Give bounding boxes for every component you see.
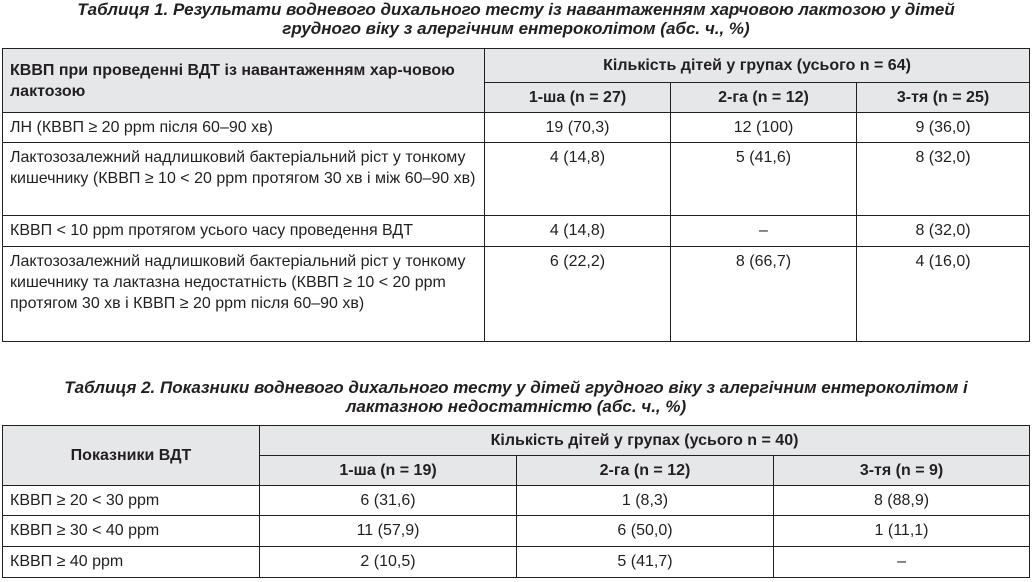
table-row — [3, 486, 1030, 516]
table1-group-3: 3-тя (n = 25) — [857, 83, 1030, 113]
row-label: КВВП ≥ 20 < 30 ppm — [3, 486, 260, 516]
cell-value: 4 (14,8) — [485, 216, 671, 247]
table-row — [3, 216, 1030, 247]
table1-caption — [0, 0, 1032, 38]
table2-caption — [0, 378, 1032, 416]
table2-group-3: 3-тя (n = 9) — [774, 456, 1030, 486]
cell-value: 6 (22,2) — [485, 247, 671, 342]
table2-header-row — [3, 426, 1030, 456]
cell-value: 5 (41,7) — [517, 547, 774, 578]
table1-caption-line2: грудного віку з алергічним ентероколітом (абс. ч., %) — [282, 19, 750, 38]
cell-value: 19 (70,3) — [485, 113, 671, 143]
table2-caption-line2: лактазною недостатністю (абс. ч., %) — [345, 397, 687, 416]
table1-caption-line1: Таблиця 1. Результати водневого дихального тесту із навантаженням харчовою лактозою у дітей — [77, 0, 955, 19]
table2-group-2: 2-га (n = 12) — [517, 456, 774, 486]
table2-header-label: Показники ВДТ — [3, 426, 260, 486]
cell-value: 6 (31,6) — [260, 486, 517, 516]
table1-group-header: Кількість дітей у групах (усього n = 64) — [485, 49, 1030, 83]
row-label: Лактозозалежний надлишковий бактеріальний ріст у тонкому кишечнику та лактазна недостатність (КВВП ≥ 10 < 20 ppm протягом 30 хв і КВВП ≥ 20 ppm після 60–90 хв) — [3, 247, 485, 342]
table-row — [3, 113, 1030, 143]
table-row — [3, 516, 1030, 547]
cell-value: 8 (66,7) — [671, 247, 857, 342]
table-row — [3, 547, 1030, 578]
table2-group-1: 1-ша (n = 19) — [260, 456, 517, 486]
cell-value: 5 (41,6) — [671, 143, 857, 216]
table1-group-1: 1-ша (n = 27) — [485, 83, 671, 113]
cell-value: 4 (14,8) — [485, 143, 671, 216]
row-label: КВВП ≥ 40 ppm — [3, 547, 260, 578]
cell-value: 6 (50,0) — [517, 516, 774, 547]
cell-value: 1 (8,3) — [517, 486, 774, 516]
row-label: ЛН (КВВП ≥ 20 ppm після 60–90 хв) — [3, 113, 485, 143]
cell-value: 4 (16,0) — [857, 247, 1030, 342]
cell-value: 8 (32,0) — [857, 216, 1030, 247]
row-label: КВВП ≥ 30 < 40 ppm — [3, 516, 260, 547]
table2 — [2, 425, 1030, 578]
cell-value: 12 (100) — [671, 113, 857, 143]
table1 — [2, 48, 1030, 342]
table2-caption-line1: Таблиця 2. Показники водневого дихального тесту у дітей грудного віку з алергічним ентероколітом і — [64, 378, 968, 397]
cell-value: 8 (88,9) — [774, 486, 1030, 516]
table2-group-header: Кількість дітей у групах (усього n = 40) — [260, 426, 1030, 456]
cell-value: 11 (57,9) — [260, 516, 517, 547]
table-row — [3, 143, 1030, 216]
cell-value: 9 (36,0) — [857, 113, 1030, 143]
table1-group-2: 2-га (n = 12) — [671, 83, 857, 113]
cell-value: 8 (32,0) — [857, 143, 1030, 216]
table1-header-label: КВВП при проведенні ВДТ із навантаженням хар-човою лактозою — [3, 49, 485, 113]
table1-header-row — [3, 49, 1030, 83]
cell-value: – — [671, 216, 857, 247]
row-label: Лактозозалежний надлишковий бактеріальний ріст у тонкому кишечнику (КВВП ≥ 10 < 20 ppm протягом 30 хв і між 60–90 хв) — [3, 143, 485, 216]
row-label: КВВП < 10 ppm протягом усього часу проведення ВДТ — [3, 216, 485, 247]
cell-value: – — [774, 547, 1030, 578]
table-row — [3, 247, 1030, 342]
cell-value: 2 (10,5) — [260, 547, 517, 578]
cell-value: 1 (11,1) — [774, 516, 1030, 547]
